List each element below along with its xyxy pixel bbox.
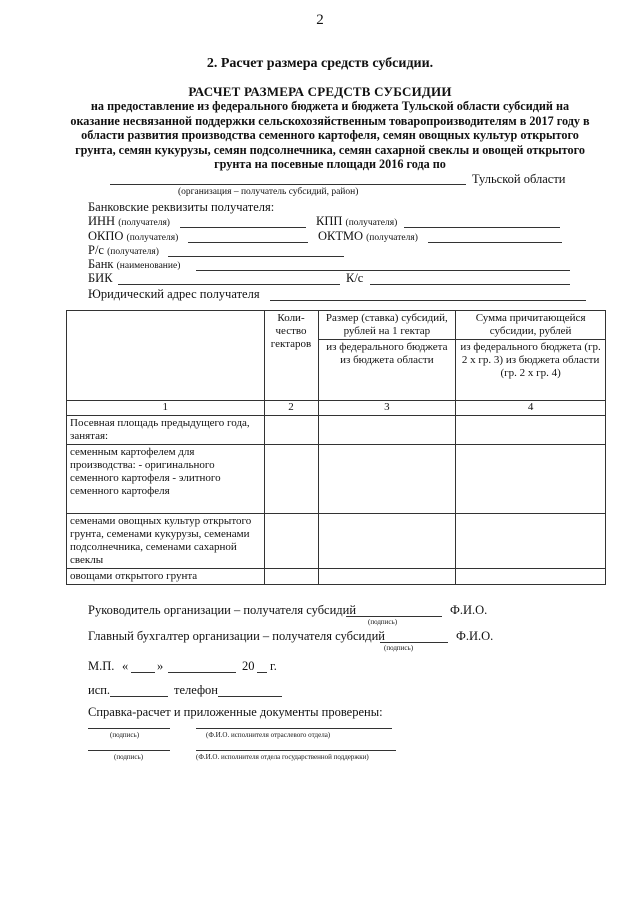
bik-field[interactable]	[118, 284, 340, 285]
dept-fio-field[interactable]	[196, 728, 392, 729]
table-cell[interactable]	[456, 445, 606, 514]
header-sum: Сумма причитающейся субсидии, рублей	[456, 311, 606, 340]
accountant-signature-note: (подпись)	[384, 644, 414, 652]
date-month-field[interactable]	[168, 672, 236, 673]
table-cell[interactable]	[456, 514, 606, 569]
inn-field[interactable]	[180, 227, 306, 228]
table-cell[interactable]	[456, 569, 606, 585]
rs-field[interactable]	[168, 256, 344, 257]
ks-field[interactable]	[370, 284, 570, 285]
bank-details-heading: Банковские реквизиты получателя:	[88, 200, 275, 214]
section-title: 2. Расчет размера средств субсидии.	[206, 56, 434, 71]
header-sum-sources: из федерального бюджета (гр. 2 х гр. 3) из бюджета области (гр. 2 х гр. 4)	[456, 340, 606, 401]
accountant-fio: Ф.И.О.	[456, 629, 494, 643]
verifier-signature-field[interactable]	[88, 728, 170, 729]
state-verifier-signature-note: (подпись)	[114, 753, 144, 761]
header-rate-sources: из федерального бюджета из бюджета области	[318, 340, 456, 401]
executor-field[interactable]	[110, 696, 168, 697]
column-number: 3	[318, 401, 456, 416]
table-cell[interactable]	[264, 445, 318, 514]
state-dept-fio-note: (Ф.И.О. исполнителя отдела государственной поддержки)	[196, 753, 369, 761]
state-dept-fio-field[interactable]	[196, 750, 396, 751]
page-number: 2	[316, 12, 324, 28]
state-verifier-signature-field[interactable]	[88, 750, 170, 751]
organization-caption: (организация – получатель субсидий, район)	[178, 187, 359, 197]
document-subtitle: на предоставление из федерального бюджета и бюджета Тульской области субсидий на оказание несвязанной поддержки сельскохозяйственным товаропроизводителям в 2017 году в области развития производства семенного картофеля, семян овощных культур открытого грунта, семян кукурузы, семян подсолнечника, семян сахарной свеклы и овощей открытого грунта на посевные площади 2016 года по	[70, 99, 590, 172]
head-signature-note: (подпись)	[368, 618, 398, 626]
bank-field[interactable]	[196, 270, 570, 271]
phone-field[interactable]	[218, 696, 282, 697]
verified-label: Справка-расчет и приложенные документы проверены:	[88, 705, 383, 719]
row-label: Посевная площадь предыдущего года, занятая:	[67, 416, 265, 445]
header-empty-cell	[67, 311, 265, 401]
executor-label: исп.	[88, 683, 111, 697]
table-cell[interactable]	[456, 416, 606, 445]
column-number: 1	[67, 401, 265, 416]
header-hectares: Коли-чество гектаров	[264, 311, 318, 401]
legal-address-field[interactable]	[270, 300, 586, 301]
region-suffix: Тульской области	[472, 172, 566, 186]
column-number: 4	[456, 401, 606, 416]
head-signature-label: Руководитель организации – получателя субсидий	[88, 603, 357, 617]
bik-label: БИК	[88, 271, 113, 285]
row-label: семенами овощных культур открытого грунта, семенами кукурузы, семенами подсолнечника, семенами сахарной свеклы	[67, 514, 265, 569]
subsidy-table	[66, 310, 606, 585]
dept-fio-note: (Ф.И.О. исполнителя отраслевого отдела)	[206, 731, 331, 739]
legal-address-label: Юридический адрес получателя	[88, 287, 260, 301]
rs-label: Р/с (получателя)	[88, 243, 159, 257]
accountant-signature-field[interactable]	[380, 642, 448, 643]
ks-label: К/с	[346, 271, 364, 285]
date-year-field[interactable]	[257, 672, 267, 673]
verifier-signature-note: (подпись)	[110, 731, 140, 739]
document-title: РАСЧЕТ РАЗМЕРА СРЕДСТВ СУБСИДИИ	[188, 84, 452, 99]
table-cell[interactable]	[264, 514, 318, 569]
mp-label: М.П.	[88, 659, 115, 673]
header-rate: Размер (ставка) субсидий, рублей на 1 гектар	[318, 311, 456, 340]
accountant-signature-label: Главный бухгалтер организации – получателя субсидий	[88, 629, 385, 643]
table-cell[interactable]	[318, 445, 456, 514]
row-label: семенным картофелем для производства: - оригинального семенного картофеля - элитного семенного картофеля	[67, 445, 265, 514]
kpp-label: КПП (получателя)	[316, 214, 398, 228]
okpo-field[interactable]	[188, 242, 308, 243]
kpp-field[interactable]	[404, 227, 560, 228]
table-cell[interactable]	[318, 514, 456, 569]
head-signature-field[interactable]	[346, 616, 442, 617]
head-fio: Ф.И.О.	[450, 603, 488, 617]
okpo-label: ОКПО (получателя)	[88, 229, 179, 243]
table-cell[interactable]	[318, 416, 456, 445]
inn-label: ИНН (получателя)	[88, 214, 170, 228]
oktmo-field[interactable]	[428, 242, 562, 243]
date-year-suffix: г.	[270, 659, 277, 673]
phone-label: телефон	[174, 683, 218, 697]
date-day-field[interactable]	[131, 672, 155, 673]
date-year-prefix: 20	[242, 659, 255, 673]
table-cell[interactable]	[318, 569, 456, 585]
row-label: овощами открытого грунта	[67, 569, 265, 585]
organization-field[interactable]	[110, 184, 466, 185]
table-cell[interactable]	[264, 416, 318, 445]
column-number: 2	[264, 401, 318, 416]
date-quote-close: »	[157, 659, 164, 673]
oktmo-label: ОКТМО (получателя)	[318, 229, 418, 243]
date-quote-open: «	[122, 659, 129, 673]
bank-label: Банк (наименование)	[88, 257, 181, 271]
table-cell[interactable]	[264, 569, 318, 585]
